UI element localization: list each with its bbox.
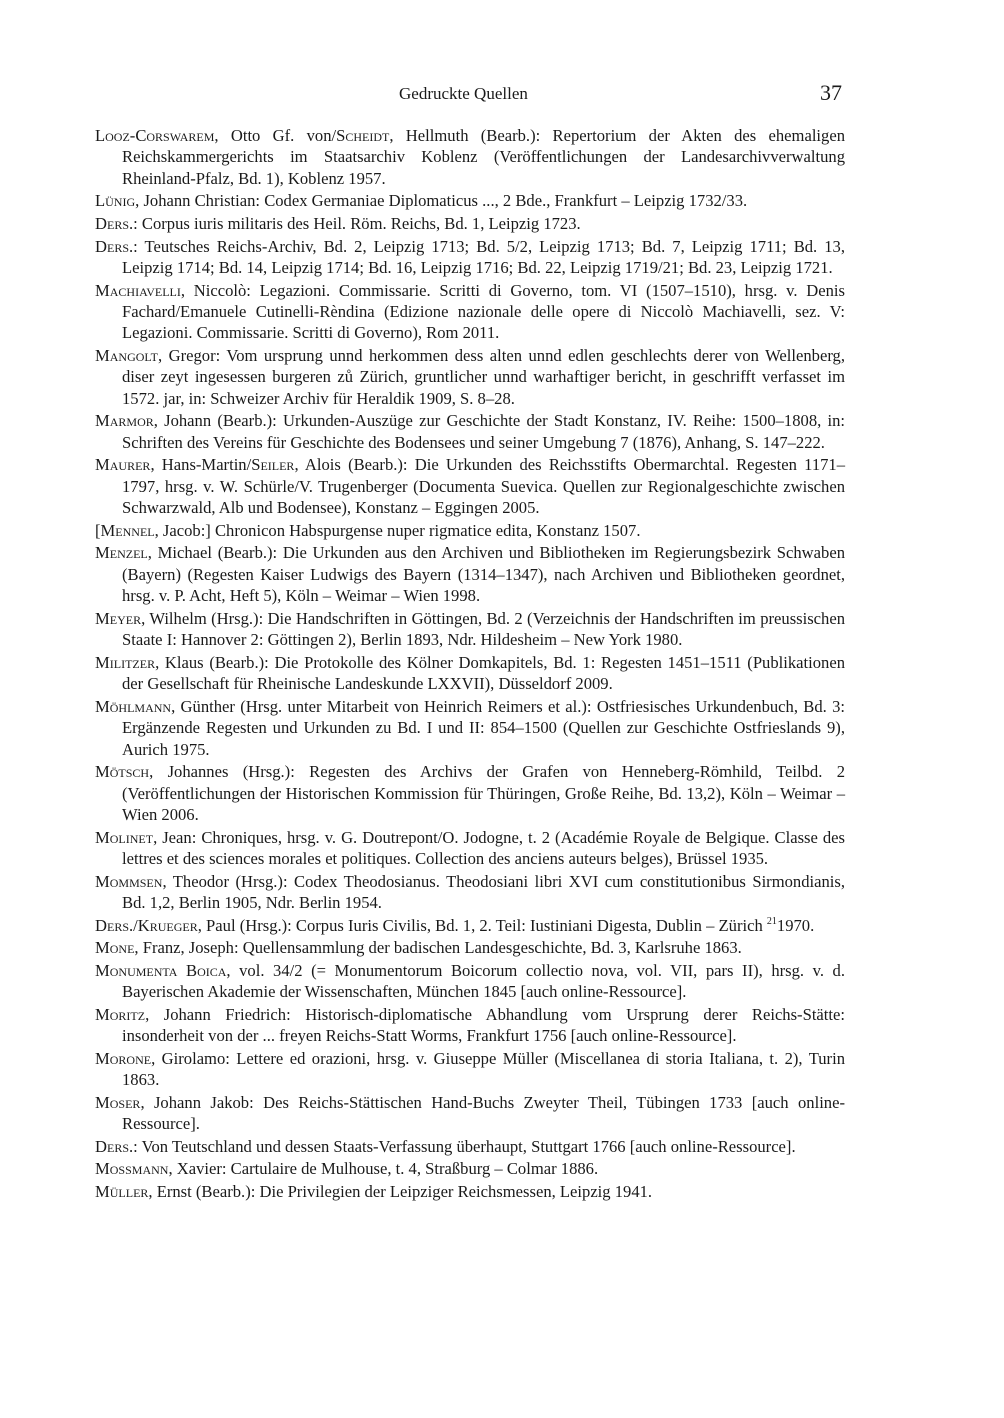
entry-text: , Ernst (Bearb.): Die Privilegien der Leipziger Reichsmessen, Leipzig 1941. bbox=[148, 1182, 653, 1201]
entry-author: Ders. bbox=[95, 1136, 134, 1156]
entry-author: Müller bbox=[95, 1182, 149, 1201]
entry-text: , Johannes (Hrsg.): Regesten des Archivs der Grafen von Henneberg-Römhild, Teilbd. 2 (Veröffentlichungen der Historischen Kommission für Thüringen, Große Reihe, Bd. 13,2), Köln – Weimar – Wien 2006. bbox=[122, 762, 845, 825]
entry-text: / bbox=[133, 915, 138, 935]
entry-author: Machiavelli bbox=[95, 280, 181, 300]
entry-author: Looz-Corswarem bbox=[95, 126, 215, 145]
entry-text: , Günther (Hrsg. unter Mitarbeit von Heinrich Reimers et al.): Ostfriesisches Urkundenbuch, Bd. 3: Ergänzende Regesten und Urkunden zu Bd. I und II: 854–1500 (Quellen zur Geschichte Ostfrieslands 9), Aurich 1975. bbox=[122, 696, 845, 759]
bibliography-entry bbox=[95, 652, 845, 695]
entry-author: Molinet bbox=[95, 827, 154, 847]
bibliography-entry bbox=[95, 937, 845, 958]
bibliography-entry bbox=[95, 1004, 845, 1047]
entry-author: Mommsen bbox=[95, 871, 163, 891]
entry-text-continued: , Alois (Bearb.): Die Urkunden des Reichsstifts Obermarchtal. Regesten 1171–1797, hrsg. v. W. Schürle/V. Trugenberger (Documenta Suevica. Quellen zur Regionalgeschichte zwischen Schwarzwald, Alb und Bodensee), Konstanz – Eggingen 2005. bbox=[122, 455, 846, 518]
entry-coauthor: Krueger bbox=[137, 915, 198, 935]
entry-text: , Klaus (Bearb.): Die Protokolle des Kölner Domkapitels, Bd. 1: Regesten 1451–1511 (Publikationen der Gesellschaft für Rheinische Landeskunde LXXVII), Düsseldorf 2009. bbox=[122, 652, 845, 694]
entry-text: , Johann Christian: Codex Germaniae Diplomaticus ..., 2 Bde., Frankfurt – Leipzig 1732/33. bbox=[135, 191, 748, 211]
running-head bbox=[0, 80, 1004, 106]
bibliography-entry bbox=[95, 761, 845, 825]
bibliography-entry bbox=[95, 410, 845, 453]
entry-text: , Xavier: Cartulaire de Mulhouse, t. 4, Straßburg – Colmar 1886. bbox=[168, 1159, 599, 1179]
entry-text: , Johann Jakob: Des Reichs-Stättischen Hand-Buchs Zweyter Theil, Tübingen 1733 [auch online-Ressource]. bbox=[122, 1092, 845, 1134]
bibliography-entry bbox=[95, 915, 845, 936]
entry-prefix: [ bbox=[95, 520, 101, 540]
entry-coauthor: Seiler bbox=[251, 455, 295, 475]
entry-text: , Johann (Bearb.): Urkunden-Auszüge zur Geschichte der Stadt Konstanz, IV. Reihe: 1500–1808, in: Schriften des Vereins für Geschichte des Bodensees und seiner Umgebung 7 (1876), Anhang, S. 147–222. bbox=[122, 411, 845, 452]
entry-text: , Jean: Chroniques, hrsg. v. G. Doutrepont/O. Jodogne, t. 2 (Académie Royale de Belgique. Classe des lettres et des sciences morales et politiques. Collection des anciens auteurs belges), Brüssel 1935. bbox=[122, 827, 845, 869]
entry-text: , Wilhelm (Hrsg.): Die Handschriften in Göttingen, Bd. 2 (Verzeichnis der Handschriften im preussischen Staate I: Hannover 2: Göttingen 2), Berlin 1893, Ndr. Hildesheim – New York 1980. bbox=[122, 608, 845, 650]
entry-text: , Gregor: Vom ursprung unnd herkommen dess alten unnd edlen geschlechts derer von Wellenberg, diser zeyt ingesessen burgeren zů Zürich, gruntlicher unnd warhaftiger bericht, in geschrifft verfasset im 1572. jar, in: Schweizer Archiv für Heraldik 1909, S. 8–28. bbox=[122, 346, 845, 408]
entry-author: Maurer bbox=[95, 455, 151, 475]
entry-author: Moritz bbox=[95, 1004, 146, 1024]
entry-author: Ders. bbox=[95, 214, 134, 233]
entry-text: , Hans-Martin/ bbox=[150, 455, 252, 475]
entry-author: Mangolt bbox=[95, 346, 158, 365]
bibliography-entry bbox=[95, 520, 845, 541]
entry-text-continued: , Hellmuth (Bearb.): Repertorium der Akten des ehemaligen Reichskammergerichts im Staatsarchiv Koblenz (Veröffentlichungen der Landesarchivverwaltung Rheinland-Pfalz, Bd. 1), Koblenz 1957. bbox=[122, 126, 845, 188]
entry-author: Mossmann bbox=[95, 1159, 169, 1179]
bibliography-list bbox=[95, 125, 845, 1204]
bibliography-entry bbox=[95, 542, 845, 606]
entry-text: , Theodor (Hrsg.): Codex Theodosianus. Theodosiani libri XVI cum constitutionibus Sirmondianis, Bd. 1,2, Berlin 1905, Ndr. Berlin 1954. bbox=[122, 871, 845, 913]
bibliography-entry bbox=[95, 1158, 845, 1179]
entry-text: , Girolamo: Lettere ed orazioni, hrsg. v. Giuseppe Müller (Miscellanea di storia Italiana, t. 2), Turin 1863. bbox=[122, 1048, 845, 1090]
bibliography-entry bbox=[95, 696, 845, 760]
entry-author: Ders. bbox=[95, 915, 134, 935]
page-number: 37 bbox=[820, 80, 842, 105]
entry-author: Mone bbox=[95, 938, 135, 958]
bibliography-entry bbox=[95, 608, 845, 651]
bibliography-entry bbox=[95, 1181, 845, 1202]
entry-author: Morone bbox=[95, 1048, 152, 1068]
bibliography-entry bbox=[95, 280, 845, 344]
running-title: Gedruckte Quellen bbox=[399, 84, 528, 103]
entry-author: Marmor bbox=[95, 411, 154, 431]
entry-author: Ders. bbox=[95, 236, 134, 256]
entry-edition-superscript: 21 bbox=[766, 915, 777, 927]
entry-text: , Otto Gf. von/ bbox=[214, 126, 337, 145]
bibliography-entry bbox=[95, 236, 845, 279]
bibliography-entry bbox=[95, 345, 845, 409]
bibliography-entry bbox=[95, 871, 845, 914]
entry-text: , vol. 34/2 (= Monumentorum Boicorum collectio nova, vol. VII, pars II), hrsg. v. d. Bayerischen Akademie der Wissenschaften, München 1845 [auch online-Ressource]. bbox=[122, 960, 845, 1002]
entry-text: , Jacob:] Chronicon Habspurgense nuper rigmatice edita, Konstanz 1507. bbox=[154, 520, 641, 540]
bibliography-entry bbox=[95, 1048, 845, 1091]
entry-author: Menzel bbox=[95, 543, 148, 563]
entry-author: Mötsch bbox=[95, 762, 150, 782]
bibliography-entry bbox=[95, 125, 845, 189]
entry-author: Lünig bbox=[95, 191, 136, 211]
entry-text: : Von Teutschland und dessen Staats-Verfassung überhaupt, Stuttgart 1766 [auch online-Ressource]. bbox=[133, 1136, 796, 1156]
entry-text: , Michael (Bearb.): Die Urkunden aus den Archiven und Bibliotheken im Regierungsbezirk Schwaben (Bayern) (Regesten Kaiser Ludwigs des Bayern (1314–1347), nach Archiven und Bibliotheken geordnet, hrsg. v. P. Acht, Heft 5), Köln – Weimar – Wien 1998. bbox=[122, 543, 845, 606]
entry-author: Möhlmann bbox=[95, 696, 172, 716]
bibliography-entry bbox=[95, 827, 845, 870]
bibliography-entry bbox=[95, 190, 845, 211]
bibliography-entry bbox=[95, 1136, 845, 1157]
bibliography-entry bbox=[95, 213, 845, 234]
bibliography-entry bbox=[95, 454, 845, 518]
entry-author: Mennel bbox=[100, 520, 155, 540]
bibliography-entry bbox=[95, 960, 845, 1003]
entry-text: , Johann Friedrich: Historisch-diplomatische Abhandlung vom Ursprung derer Reichs-Stätte: insonderheit von der ... freyen Reichs-Statt Worms, Frankfurt 1756 [auch online-Ressource]. bbox=[122, 1004, 845, 1046]
entry-author: Monumenta Boica bbox=[95, 960, 227, 980]
entry-text-continued: , Paul (Hrsg.): Corpus Iuris Civilis, Bd. 1, 2. Teil: Iustiniani Digesta, Dublin – Zürich bbox=[197, 915, 767, 935]
bibliography-entry bbox=[95, 1092, 845, 1135]
entry-coauthor: Scheidt bbox=[336, 126, 390, 145]
entry-text: , Franz, Joseph: Quellensammlung der badischen Landesgeschichte, Bd. 3, Karlsruhe 1863. bbox=[134, 938, 742, 958]
entry-author: Moser bbox=[95, 1092, 141, 1112]
entry-text-end: 1970. bbox=[776, 915, 815, 935]
entry-text: : Teutsches Reichs-Archiv, Bd. 2, Leipzig 1713; Bd. 5/2, Leipzig 1713; Bd. 7, Leipzig 1711; Bd. 13, Leipzig 1714; Bd. 14, Leipzig 1714; Bd. 16, Leipzig 1716; Bd. 22, Leipzig 1719/21; Bd. 23, Leipzig 1721. bbox=[122, 236, 845, 277]
entry-author: Militzer bbox=[95, 652, 156, 672]
entry-author: Meyer bbox=[95, 608, 142, 628]
entry-text: : Corpus iuris militaris des Heil. Röm. Reichs, Bd. 1, Leipzig 1723. bbox=[133, 214, 581, 233]
entry-text: , Niccolò: Legazioni. Commissarie. Scritti di Governo, tom. VI (1507–1510), hrsg. v. Denis Fachard/Emanuele Cutinelli-Rèndina (Edizione nazionale delle opere di Niccolò Machiavelli, sez. V: Legazioni. Commissarie. Scritti di Governo), Rom 2011. bbox=[122, 280, 845, 343]
